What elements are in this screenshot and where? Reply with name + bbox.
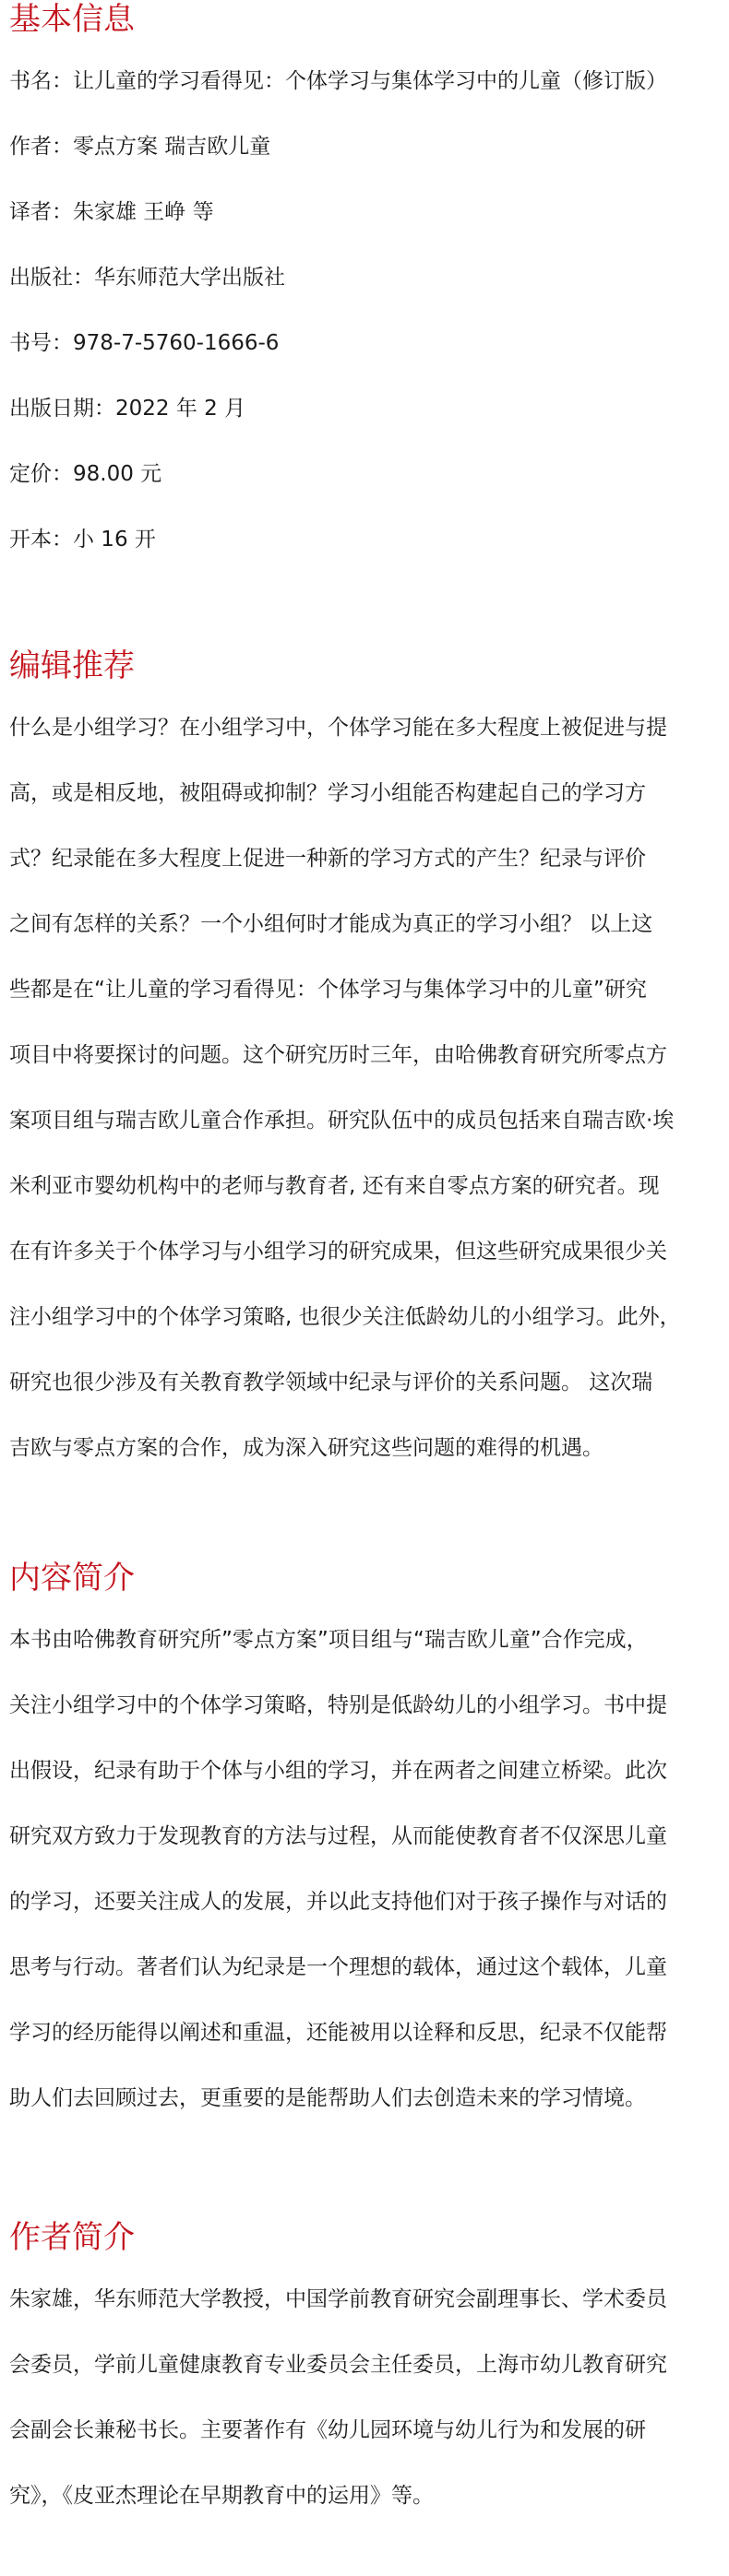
text-line: 高，或是相反地，被阻碍或抑制？学习小组能否构建起自己的学习方 [9,781,646,805]
text-line: 之间有怎样的关系？一个小组何时才能成为真正的学习小组？ 以上这 [9,912,653,936]
text-line: 思考与行动。著者们认为纪录是一个理想的载体，通过这个载体，儿童 [9,1955,667,1979]
text-line: 本书由哈佛教育研究所”零点方案”项目组与“瑞吉欧儿童”合作完成， [9,1628,648,1652]
text-line: 出假设，纪录有助于个体与小组的学习，并在两者之间建立桥梁。此次 [9,1759,667,1783]
text-line: 究》，《皮亚杰理论在早期教育中的运用》等。 [9,2484,434,2508]
section-title: 内容简介 [9,1560,135,1597]
text-line: 项目中将要探讨的问题。这个研究历时三年，由哈佛教育研究所零点方 [9,1043,667,1067]
text-line: 案项目组与瑞吉欧儿童合作承担。研究队伍中的成员包括来自瑞吉欧·埃 [9,1109,675,1133]
text-line: 的学习，还要关注成人的发展，并以此支持他们对于孩子操作与对话的 [9,1890,667,1914]
section-title: 基本信息 [9,1,135,38]
text-line: 研究也很少涉及有关教育教学领域中纪录与评价的关系问题。 这次瑞 [9,1371,653,1395]
text-line: 学习的经历能得以阐述和重温，还能被用以诠释和反思，纪录不仅能帮 [9,2021,667,2045]
text-line: 式？纪录能在多大程度上促进一种新的学习方式的产生？纪录与评价 [9,847,646,871]
text-line: 会委员，学前儿童健康教育专业委员会主任委员，上海市幼儿教育研究 [9,2353,667,2377]
info-line: 书号：978-7-5760-1666-6 [9,331,280,355]
text-line: 什么是小组学习？在小组学习中，个体学习能在多大程度上被促进与提 [9,716,667,740]
text-line: 吉欧与零点方案的合作，成为深入研究这些问题的难得的机遇。 [9,1436,604,1460]
author-intro-section [9,2209,720,2529]
text-line: 研究双方致力于发现教育的方法与过程，从而能使教育者不仅深思儿童 [9,1824,667,1848]
info-list [9,49,720,573]
paragraph [9,1608,720,2131]
info-line: 出版日期：2022 年 2 月 [9,397,246,421]
section-title: 编辑推荐 [9,647,135,684]
text-line: 米利亚市婴幼机构中的老师与教育者, 还有来自零点方案的研究者。现 [9,1174,660,1198]
paragraph [9,2267,720,2529]
info-line: 出版社：华东师范大学出版社 [9,266,285,290]
info-line: 译者：朱家雄 王峥 等 [9,200,214,224]
basic-info-section [9,0,720,573]
info-line: 作者：零点方案 瑞吉欧儿童 [9,135,271,159]
text-line: 助人们去回顾过去，更重要的是能帮助人们去创造未来的学习情境。 [9,2086,646,2110]
info-line: 定价：98.00 元 [9,462,162,486]
info-line: 开本：小 16 开 [9,528,156,552]
text-line: 朱家雄，华东师范大学教授，中国学前教育研究会副理事长、学术委员 [9,2287,667,2311]
paragraph [9,695,720,1481]
text-line: 些都是在“让儿童的学习看得见：个体学习与集体学习中的儿童”研究 [9,978,647,1002]
section-title: 作者简介 [9,2219,135,2256]
text-line: 注小组学习中的个体学习策略, 也很少关注低龄幼儿的小组学习。此外， [9,1305,681,1329]
text-line: 关注小组学习中的个体学习策略，特别是低龄幼儿的小组学习。书中提 [9,1693,667,1717]
editor-recommendation-section [9,637,720,1481]
info-line: 书名：让儿童的学习看得见：个体学习与集体学习中的儿童（修订版） [9,69,667,93]
text-line: 会副会长兼秘书长。主要著作有《幼儿园环境与幼儿行为和发展的研 [9,2418,646,2442]
text-line: 在有许多关于个体学习与小组学习的研究成果，但这些研究成果很少关 [9,1240,667,1264]
content-summary-section [9,1549,720,2131]
